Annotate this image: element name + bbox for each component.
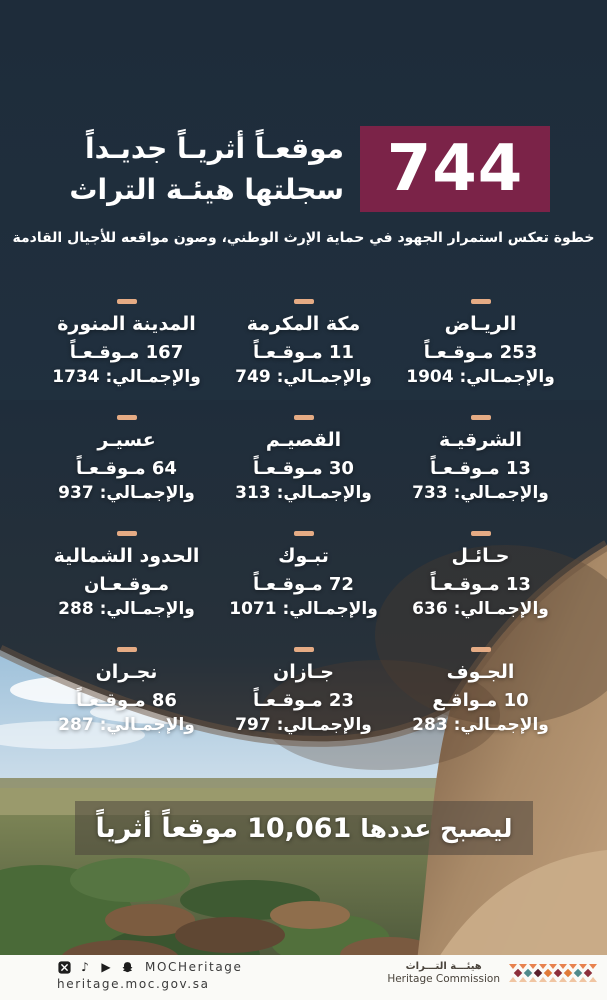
- region-dash-icon: [117, 299, 137, 304]
- region-dash-icon: [471, 299, 491, 304]
- pattern-triangle-icon: [569, 977, 577, 982]
- region-card: [392, 647, 569, 735]
- pattern-triangle-icon: [559, 964, 567, 969]
- snapchat-icon: [120, 960, 134, 974]
- logo-english: Heritage Commission: [387, 973, 500, 985]
- region-card: [38, 299, 215, 387]
- region-total: والإجمـالي: 749: [235, 367, 372, 387]
- pattern-triangle-icon: [579, 964, 587, 969]
- website-url: heritage.moc.gov.sa: [57, 977, 210, 991]
- social-row: [57, 960, 243, 974]
- pattern-triangle-icon: [589, 964, 597, 969]
- region-dash-icon: [117, 647, 137, 652]
- pattern-triangle-icon: [529, 964, 537, 969]
- youtube-icon: ▶: [101, 960, 111, 974]
- region-total: والإجمـالي: 1071: [229, 599, 378, 619]
- region-dash-icon: [294, 299, 314, 304]
- pattern-triangle-icon: [509, 964, 517, 969]
- regions-grid: [38, 299, 569, 735]
- title-line-2: سجلتها هيئـة التراث: [69, 173, 344, 206]
- new-sites-count: 744: [360, 126, 550, 212]
- pattern-triangle-icon: [559, 977, 567, 982]
- region-total: والإجمـالي: 313: [235, 483, 372, 503]
- region-new-sites: مـوقـعـان: [84, 574, 169, 595]
- pattern-triangle-icon: [579, 977, 587, 982]
- region-name: المدينة المنورة: [57, 313, 196, 335]
- banner-prefix: ليصبح عددها: [360, 813, 513, 843]
- pattern-triangle-icon: [539, 977, 547, 982]
- pattern-zigzag-row: [509, 964, 597, 969]
- region-name: تبـوك: [278, 545, 329, 567]
- region-new-sites: 10 مـواقـع: [432, 690, 529, 711]
- region-dash-icon: [471, 647, 491, 652]
- region-card: [392, 531, 569, 619]
- region-card: [392, 299, 569, 387]
- region-total: والإجمـالي: 1904: [406, 367, 555, 387]
- region-total: والإجمـالي: 733: [412, 483, 549, 503]
- region-card: [215, 415, 392, 503]
- pattern-diamond-icon: [544, 969, 552, 977]
- region-card: [392, 415, 569, 503]
- region-total: والإجمـالي: 283: [412, 715, 549, 735]
- pattern-diamond-icon: [534, 969, 542, 977]
- region-dash-icon: [117, 531, 137, 536]
- region-name: الريـاض: [444, 313, 517, 335]
- banner-count: 10,061: [247, 812, 352, 844]
- logo-text: [387, 961, 500, 985]
- footer-contact: [57, 960, 243, 991]
- pattern-diamond-icon: [554, 969, 562, 977]
- logo-arabic: هيئـــة التـــراث: [405, 961, 482, 972]
- region-dash-icon: [471, 415, 491, 420]
- region-new-sites: 23 مـوقـعـاً: [253, 690, 354, 711]
- x-icon: [57, 960, 71, 974]
- region-name: الشرقيـة: [439, 429, 523, 451]
- region-dash-icon: [117, 415, 137, 420]
- region-new-sites: 30 مـوقـعـاً: [253, 458, 354, 479]
- pattern-triangle-icon: [589, 977, 597, 982]
- region-total: والإجمـالي: 288: [58, 599, 195, 619]
- subtitle: خطوة تعكس استمرار الجهود في حماية الإرث الوطني، وصون مواقعه للأجيال القادمة: [12, 230, 595, 246]
- region-name: الحدود الشمالية: [53, 545, 200, 567]
- footer-bar: [0, 955, 607, 1000]
- banner-suffix: موقعاً أثرياً: [95, 812, 239, 844]
- region-dash-icon: [471, 531, 491, 536]
- region-total: والإجمـالي: 937: [58, 483, 195, 503]
- region-new-sites: 167 مـوقـعـاً: [69, 342, 184, 363]
- pattern-diamond-icon: [524, 969, 532, 977]
- region-dash-icon: [294, 415, 314, 420]
- pattern-triangle-icon: [519, 964, 527, 969]
- region-name: عسيـر: [97, 429, 156, 451]
- region-name: الجـوف: [446, 661, 515, 683]
- region-new-sites: 72 مـوقـعـاً: [253, 574, 354, 595]
- region-dash-icon: [294, 531, 314, 536]
- region-new-sites: 64 مـوقـعـاً: [76, 458, 177, 479]
- region-card: [215, 647, 392, 735]
- region-total: والإجمـالي: 287: [58, 715, 195, 735]
- region-dash-icon: [294, 647, 314, 652]
- pattern-triangle-icon: [509, 977, 517, 982]
- region-new-sites: 86 مـوقـعـاً: [76, 690, 177, 711]
- pattern-diamond-icon: [564, 969, 572, 977]
- pattern-diamond-icon: [574, 969, 582, 977]
- region-card: [215, 531, 392, 619]
- pattern-triangle-icon: [569, 964, 577, 969]
- region-card: [215, 299, 392, 387]
- pattern-zigzag-row: [509, 977, 597, 982]
- region-new-sites: 13 مـوقـعـاً: [430, 458, 531, 479]
- logo-pattern-icon: [509, 964, 597, 982]
- heritage-commission-logo: [387, 961, 597, 985]
- region-name: مكة المكرمة: [246, 313, 361, 335]
- grand-total-banner: [75, 801, 533, 855]
- pattern-triangle-icon: [549, 977, 557, 982]
- region-total: والإجمـالي: 1734: [52, 367, 201, 387]
- region-new-sites: 253 مـوقـعـاً: [423, 342, 538, 363]
- title-line-1: موقعـاً أثريـاً جديـداً: [85, 132, 344, 165]
- page-title: [69, 128, 344, 210]
- pattern-diamond-icon: [514, 969, 522, 977]
- pattern-triangle-icon: [519, 977, 527, 982]
- pattern-triangle-icon: [549, 964, 557, 969]
- region-name: القصيـم: [265, 429, 342, 451]
- region-card: [38, 647, 215, 735]
- region-card: [38, 531, 215, 619]
- social-handle: MOCHeritage: [145, 960, 243, 974]
- tiktok-icon: ♪: [81, 960, 89, 974]
- region-card: [38, 415, 215, 503]
- pattern-triangle-icon: [529, 977, 537, 982]
- region-name: نجـران: [95, 661, 158, 683]
- region-total: والإجمـالي: 797: [235, 715, 372, 735]
- region-name: حـائـل: [451, 545, 510, 567]
- region-new-sites: 13 مـوقـعـاً: [430, 574, 531, 595]
- region-total: والإجمـالي: 636: [412, 599, 549, 619]
- pattern-diamond-row: [515, 970, 591, 976]
- region-new-sites: 11 مـوقـعـاً: [253, 342, 354, 363]
- region-name: جـازان: [273, 661, 334, 683]
- pattern-triangle-icon: [539, 964, 547, 969]
- pattern-diamond-icon: [584, 969, 592, 977]
- header: [30, 126, 550, 212]
